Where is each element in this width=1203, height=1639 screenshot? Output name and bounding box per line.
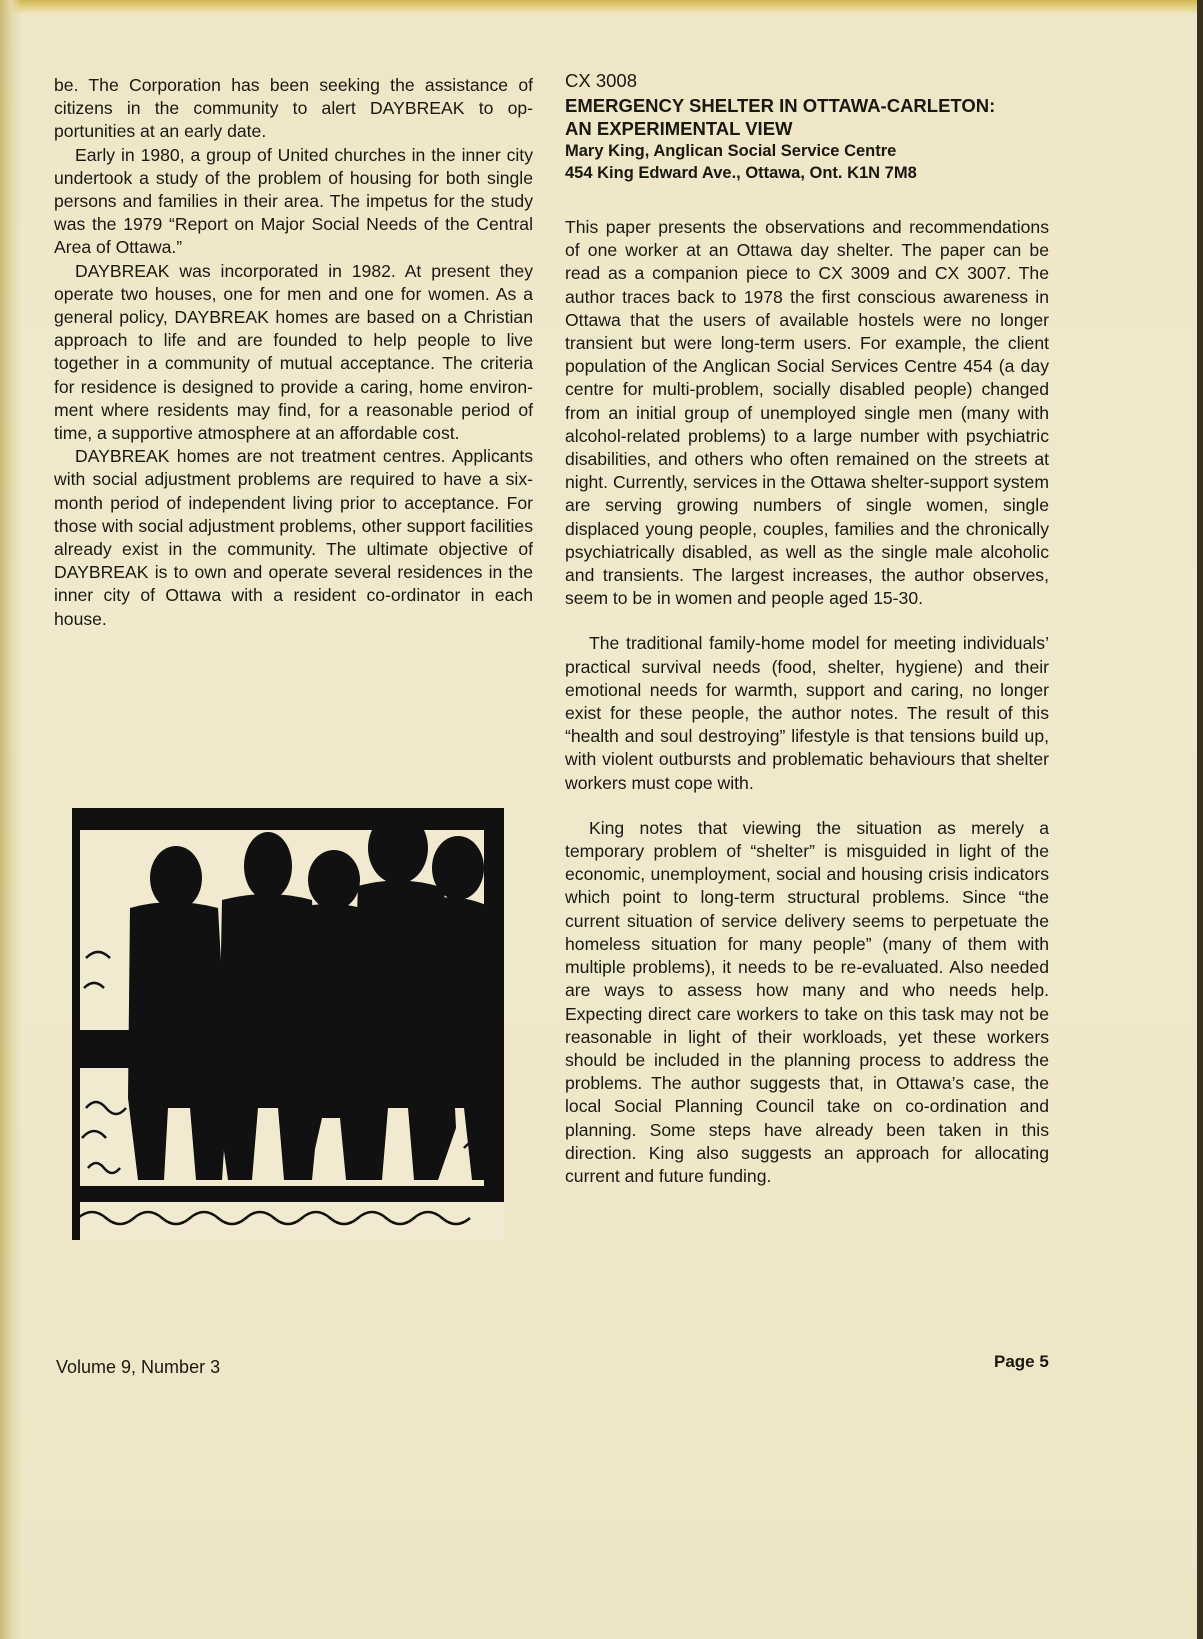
left-paragraph: be. The Corporation has been seeking the assistance of citizens in the community to alert DAYBREAK to opportunities at an early date. — [54, 75, 533, 142]
article-title-line1: EMERGENCY SHELTER IN OTTAWA-CARLETON: — [565, 95, 996, 116]
article-paragraph: King notes that viewing the situation as merely a temporary problem of “shelter” is misguided in light of the economic, unemployment, social and housing crisis indicators which point to long-term structural problems. Since “the current situation of service delivery seems to perpetuate the homeless situation for many people” (many of them with multiple problems), it needs to be re-evaluated. Also needed are ways to assess how many and who needs help. Expecting direct care workers to take on this task may not be reasonable in light of their workloads, yet these workers should be included in the planning process to address the problems. The author suggests that, in Ottawa’s case, the local Social Planning Council take on co-ordination and planning. Some steps have already been taken in this direction. King also suggests an approach for allocating current and future funding. — [565, 817, 1049, 1186]
silhouette-illustration — [72, 808, 504, 1240]
right-column — [565, 216, 1049, 1210]
volume-label: Volume 9, Number 3 — [56, 1357, 221, 1377]
left-paragraph: DAYBREAK homes are not treatment centres. Applicants with social adjustment problems are required to have a six-month period of independent living prior to acceptance. For those with social adjustment problems, other support facilities already exist in the community. The ultimate objective of DAYBREAK is to own and operate several residences in the inner city of Ottawa with a resident co-ordinator in each house. — [54, 446, 533, 629]
article-author-line2: 454 King Edward Ave., Ottawa, Ont. K1N 7M8 — [565, 164, 917, 182]
page-edge — [1197, 0, 1203, 1639]
article-header — [565, 68, 1065, 184]
article-paragraph: The traditional family-home model for meeting individuals’ practical survival needs (food, shelter, hygiene) and their emotional needs for warmth, support and caring, no longer exist for these people, the author notes. The result of this “health and soul destroying” lifestyle is that tensions build up, with violent outbursts and problematic behaviours that shelter workers must cope with. — [565, 633, 1049, 793]
article-code: CX 3008 — [565, 70, 637, 91]
paper-stain-left — [0, 0, 22, 1639]
left-paragraph: Early in 1980, a group of United churches in the inner city undertook a study of the problem of housing for both single persons and families in their area. The impetus for the study was the 1979 “Report on Major Social Needs of the Central Area of Ottawa.” — [54, 144, 533, 258]
article-author-line1: Mary King, Anglican Social Service Centre — [565, 142, 897, 160]
article-paragraph: This paper presents the observations and recommendations of one worker at an Ottawa day shelter. The paper can be read as a companion piece to CX 3009 and CX 3007. The author traces back to 1978 the first conscious awareness in Ottawa that the users of available hostels were no longer transient but were long-term users. For example, the client population of the Anglican Social Services Centre 454 (a day centre for multi-problem, socially disabled people) changed from an initial group of unemployed single men (many with alcohol-related problems) to a large number with psychiatric disabilities, and others who often remained on the streets at night. Currently, services in the Ottawa shelter-support system are serving growing numbers of single women, single displaced young people, couples, families and the chronically psychiatrically disabled, as well as the single male alcoholic and transients. The largest increases, the author observes, seem to be in women and people aged 15-30. — [565, 217, 1049, 609]
article-title-line2: AN EXPERIMENTAL VIEW — [565, 118, 793, 139]
paper-stain-top — [0, 0, 1203, 14]
page-number: Page 5 — [994, 1352, 1049, 1371]
left-column — [54, 74, 533, 631]
left-paragraph: DAYBREAK was incorporated in 1982. At present they operate two houses, one for men and one for women. As a general policy, DAYBREAK homes are based on a Christian approach to life and are founded to help people to live together in a community of mutual acceptance. The criteria for residence is designed to provide a caring, home environment where residents may find, for a reasonable period of time, a supportive atmosphere at an affordable cost. — [54, 260, 533, 444]
